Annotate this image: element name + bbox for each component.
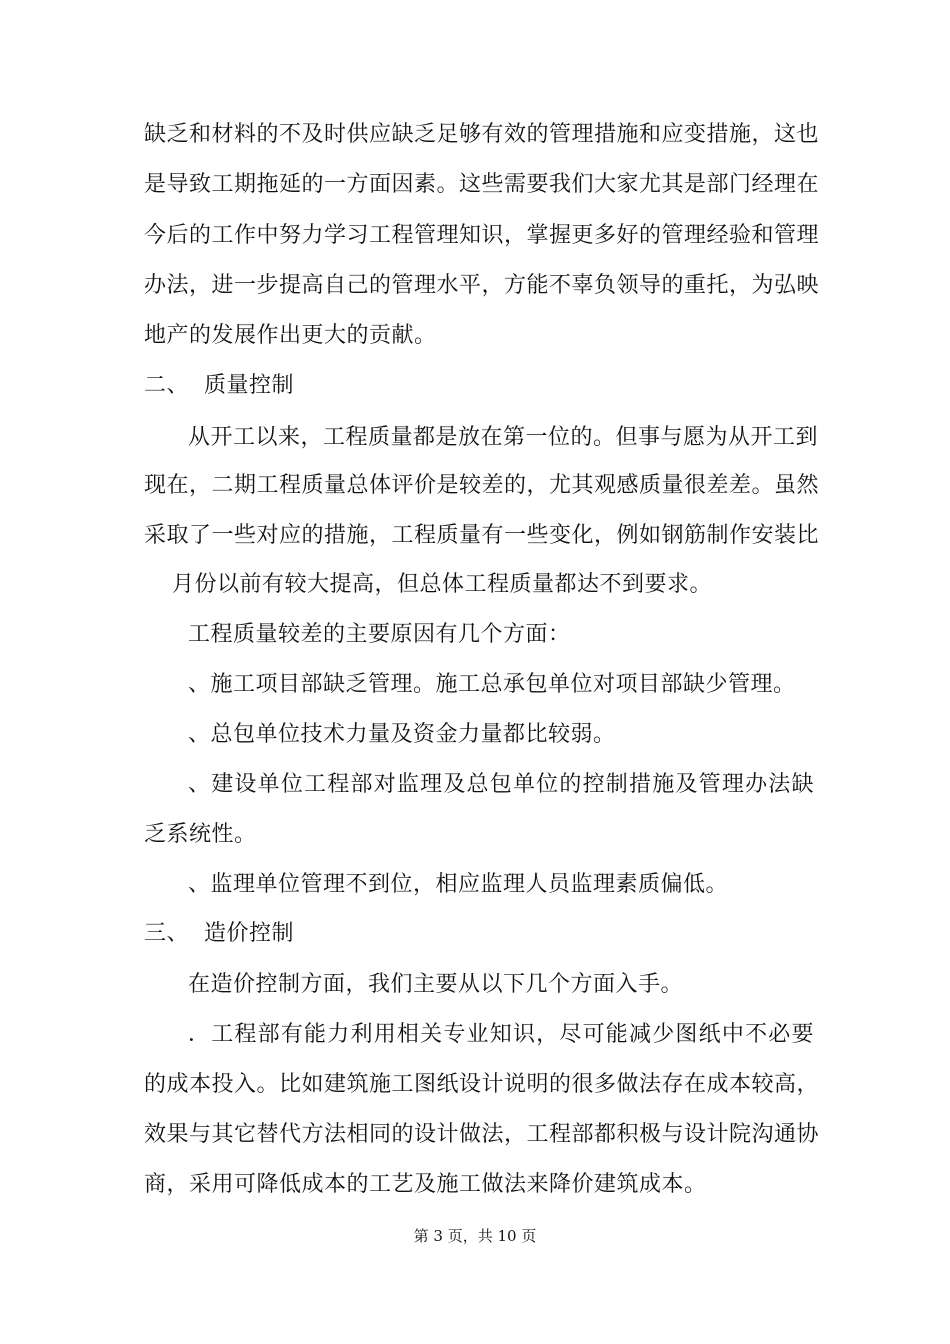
paragraph-line: 从开工以来，工程质量都是放在第一位的。但事与愿为从开工到 <box>188 425 819 450</box>
list-item: 、总包单位技术力量及资金力量都比较弱。 <box>188 722 616 747</box>
paragraph-line: 效果与其它替代方法相同的设计做法，工程部都积极与设计院沟通协 <box>144 1122 820 1147</box>
paragraph-line: 是导致工期拖延的一方面因素。这些需要我们大家尤其是部门经理在 <box>144 172 820 197</box>
paragraph-line: 的成本投入。比如建筑施工图纸设计说明的很多做法存在成本较高， <box>144 1072 820 1097</box>
list-item: 、监理单位管理不到位，相应监理人员监理素质偏低。 <box>188 872 729 897</box>
list-item: 、建设单位工程部对监理及总包单位的控制措施及管理办法缺 <box>188 772 814 797</box>
paragraph-line: 采取了一些对应的措施，工程质量有一些变化，例如钢筋制作安装比 <box>144 523 820 548</box>
paragraph-line: 今后的工作中努力学习工程管理知识，掌握更多好的管理经验和管理 <box>144 223 820 248</box>
paragraph-line: 月份以前有较大提高，但总体工程质量都达不到要求。 <box>172 572 713 597</box>
section-heading-cost: 三、 造价控制 <box>144 921 294 946</box>
list-item: ．工程部有能力利用相关专业知识，尽可能减少图纸中不必要 <box>188 1022 814 1047</box>
paragraph-line: 现在，二期工程质量总体评价是较差的，尤其观感质量很差差。虽然 <box>144 473 820 498</box>
section-heading-quality: 二、 质量控制 <box>144 373 294 398</box>
paragraph-line: 在造价控制方面，我们主要从以下几个方面入手。 <box>188 972 684 997</box>
list-item-continuation: 乏系统性。 <box>144 822 257 847</box>
paragraph-line: 地产的发展作出更大的贡献。 <box>144 323 437 348</box>
paragraph-line: 缺乏和材料的不及时供应缺乏足够有效的管理措施和应变措施，这也 <box>144 122 820 147</box>
page-number-footer: 第 3 页，共 10 页 <box>413 1227 537 1245</box>
paragraph-line: 工程质量较差的主要原因有几个方面： <box>188 622 571 647</box>
paragraph-line: 商，采用可降低成本的工艺及施工做法来降价建筑成本。 <box>144 1172 707 1197</box>
list-item: 、施工项目部缺乏管理。施工总承包单位对项目部缺少管理。 <box>188 672 796 697</box>
paragraph-line: 办法，进一步提高自己的管理水平，方能不辜负领导的重托，为弘映 <box>144 273 820 298</box>
